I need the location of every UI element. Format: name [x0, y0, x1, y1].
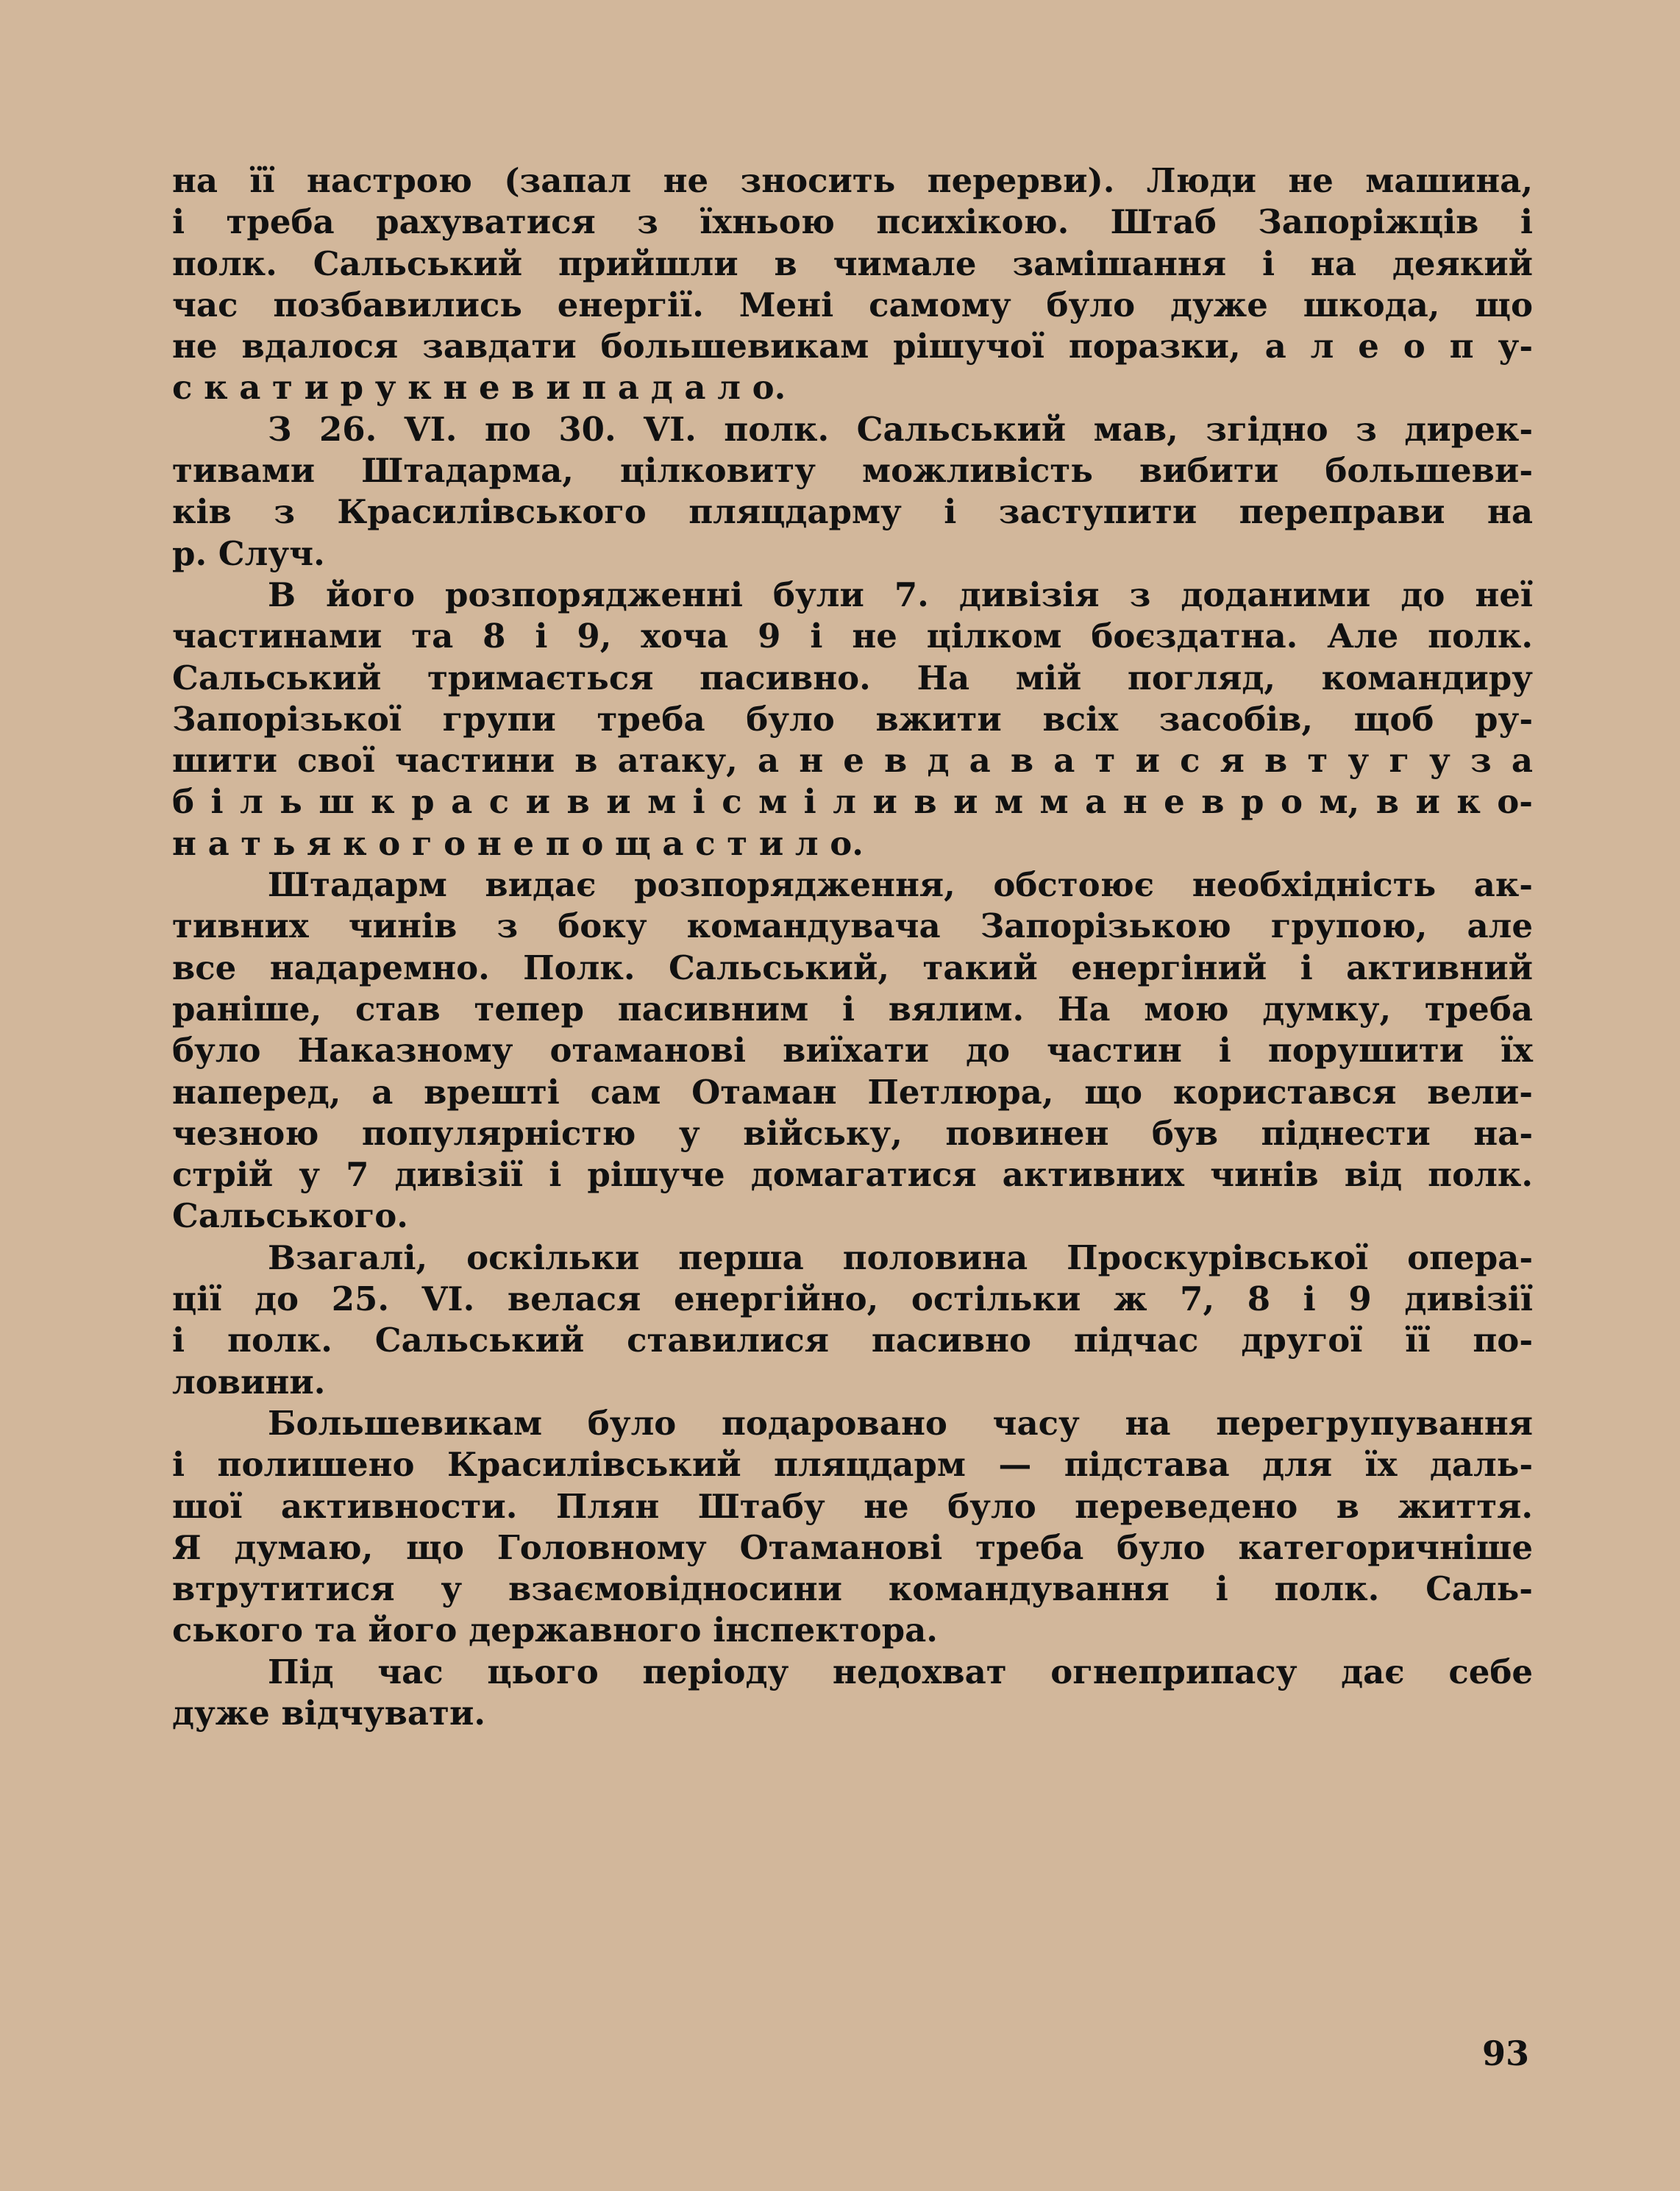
text-line: було Наказному отаманові виїхати до частин і порушити їх — [172, 1031, 1533, 1070]
text-line: ції до 25. VI. велася енергійно, остільки ж 7, 8 і 9 дивізії — [172, 1279, 1533, 1319]
text-line: б і л ь ш к р а с и в и м і с м і л и в и м м а н е в р о м, в и к о- — [172, 782, 1533, 822]
text-line: Запорізької групи треба було вжити всіх засобів, щоб ру- — [172, 699, 1533, 739]
page-number: 93 — [1482, 2034, 1530, 2073]
paragraph-start-line: З 26. VI. по 30. VI. полк. Сальський мав, згідно з дирек- — [268, 409, 1533, 449]
text-line: с к а т и р у к н е в и п а д а л о. — [172, 368, 786, 408]
paragraph-start-line: В його розпорядженні були 7. дивізія з доданими до неї — [268, 575, 1533, 614]
text-line: і полишено Красилівський пляцдарм — підстава для їх даль- — [172, 1445, 1533, 1485]
text-line: р. Случ. — [172, 533, 325, 573]
text-line: не вдалося завдати большевикам рішучої поразки, а л е о п у- — [172, 327, 1533, 366]
text-line: Я думаю, що Головному Отаманові треба було категоричніше — [172, 1527, 1533, 1567]
paragraph-start-line: Взагалі, оскільки перша половина Проскурівської опера- — [268, 1237, 1533, 1277]
paragraph-start-line: Під час цього періоду недохват огнеприпасу дає себе — [268, 1652, 1533, 1691]
text-line: шої активности. Плян Штабу не було переведено в життя. — [172, 1486, 1533, 1526]
text-line: на її настрою (запал не зносить перерви). Люди не машина, — [172, 161, 1533, 200]
text-line: шити свої частини в атаку, а н е в д а в а т и с я в т у г у з а — [172, 741, 1533, 781]
text-line: Сальський тримається пасивно. На мій погляд, командиру — [172, 658, 1533, 697]
body-text — [172, 160, 1533, 1734]
text-line: час позбавились енергії. Мені самому було дуже шкода, що — [172, 285, 1533, 324]
text-line: раніше, став тепер пасивним і вялим. На мою думку, треба — [172, 989, 1533, 1029]
text-line: Сальського. — [172, 1196, 408, 1236]
text-line: і треба рахуватися з їхньою психікою. Штаб Запоріжців і — [172, 202, 1533, 242]
text-line: ловини. — [172, 1362, 326, 1402]
text-line: все надаремно. Полк. Сальський, такий енергіний і активний — [172, 948, 1533, 987]
text-line: дуже відчувати. — [172, 1693, 485, 1733]
text-line: ського та його державного інспектора. — [172, 1611, 938, 1650]
text-line: стрій у 7 дивізії і рішуче домагатися активних чинів від полк. — [172, 1155, 1533, 1195]
text-line: і полк. Сальський ставилися пасивно підчас другої її по- — [172, 1321, 1533, 1360]
text-line: частинами та 8 і 9, хоча 9 і не цілком боєздатна. Але полк. — [172, 617, 1533, 656]
paragraph-start-line: Большевикам було подаровано часу на перегрупування — [268, 1403, 1533, 1443]
text-line: полк. Сальський прийшли в чимале замішання і на деякий — [172, 244, 1533, 283]
paragraph-start-line: Штадарм видає розпорядження, обстоює необхідність ак- — [268, 865, 1533, 905]
text-line: втрутитися у взаємовідносини командування і полк. Саль- — [172, 1569, 1533, 1609]
text-line: тивних чинів з боку командувача Запорізькою групою, але — [172, 906, 1533, 946]
text-line: чезною популярністю у війську, повинен був піднести на- — [172, 1113, 1533, 1153]
text-line: н а т ь я к о г о н е п о щ а с т и л о. — [172, 823, 864, 863]
text-line: ків з Красилівського пляцдарму і заступити переправи на — [172, 492, 1533, 532]
text-line: тивами Штадарма, цілковиту можливість вибити большеви- — [172, 451, 1533, 491]
text-line: наперед, а врешті сам Отаман Петлюра, що користався вели- — [172, 1072, 1533, 1112]
